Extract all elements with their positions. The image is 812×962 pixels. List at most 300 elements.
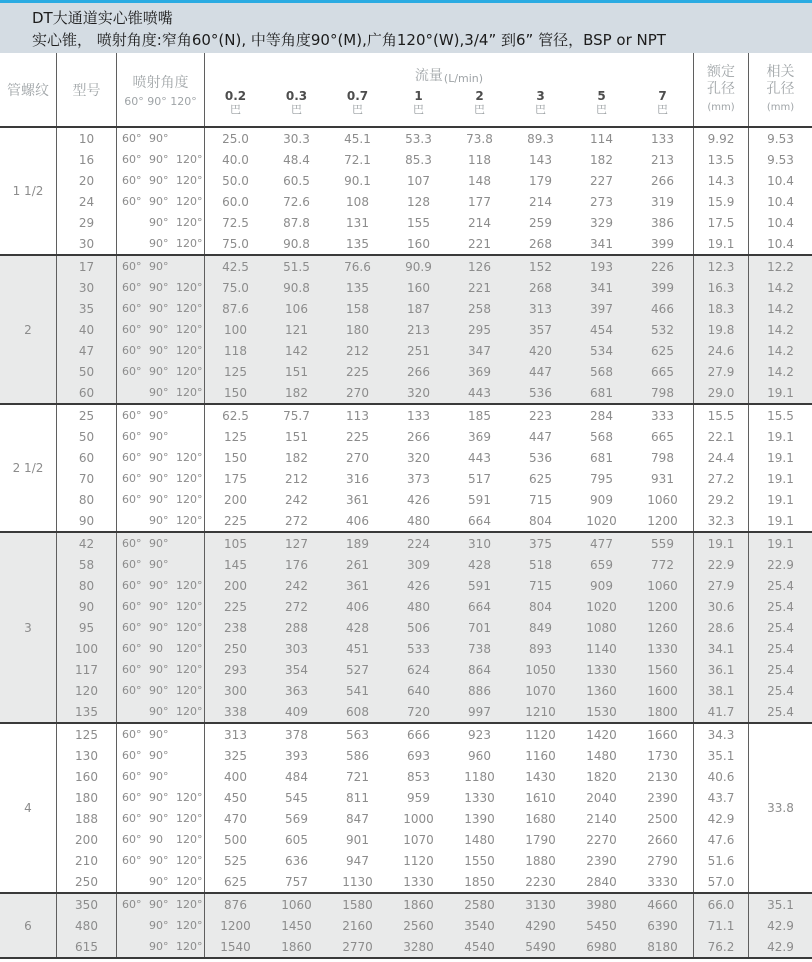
table-row [57, 554, 812, 575]
flow-cell: 3330 [647, 874, 678, 889]
flow-cell: 6390 [647, 918, 678, 933]
table-row [57, 382, 812, 403]
related-orifice-cell: 10.4 [767, 194, 794, 209]
flow-cell: 313 [529, 301, 552, 316]
rated-orifice-cell: 16.3 [693, 277, 749, 298]
angle-value: 60° [122, 898, 142, 911]
flow-cell: 1600 [647, 683, 678, 698]
flow-cell: 90.8 [283, 236, 310, 251]
flow-cell: 569 [285, 811, 308, 826]
flow-cell: 309 [407, 557, 430, 572]
flow-cell: 193 [590, 259, 613, 274]
flow-cell: 397 [590, 301, 613, 316]
flow-cell: 2040 [586, 790, 617, 805]
flow-cell: 2500 [647, 811, 678, 826]
flow-cell: 72.6 [283, 194, 310, 209]
flow-cell: 664 [468, 513, 491, 528]
angle-value: 90° [149, 386, 169, 399]
flow-cell: 5490 [525, 939, 556, 954]
flow-cell: 90.8 [283, 280, 310, 295]
rated-orifice-cell: 15.9 [693, 191, 749, 212]
page-subtitle: 实心锥， 喷射角度:窄角60°(N), 中等角度90°(M),广角120°(W),3/4” 到6” 管径，BSP or NPT [32, 31, 666, 49]
rated-orifice-cell: 24.6 [693, 340, 749, 361]
flow-cell: 2390 [647, 790, 678, 805]
angles-cell [117, 256, 205, 277]
flow-cell: 212 [285, 471, 308, 486]
related-orifice-cell: 19.1 [767, 450, 794, 465]
table-row [57, 277, 812, 298]
flow-cell: 8180 [647, 939, 678, 954]
flow-cell: 447 [529, 429, 552, 444]
flow-cell: 534 [590, 343, 613, 358]
angle-value: 90° [149, 684, 169, 697]
related-orifice-cell: 19.1 [767, 536, 794, 551]
flow-cell: 563 [346, 727, 369, 742]
flow-cell: 50.0 [222, 173, 249, 188]
flow-cell: 1530 [586, 704, 617, 719]
model-cell: 20 [57, 170, 117, 191]
flow-cell: 128 [407, 194, 430, 209]
title-band [0, 3, 812, 53]
flow-cell: 319 [651, 194, 674, 209]
flow-cell: 303 [285, 641, 308, 656]
flow-cell: 85.3 [405, 152, 432, 167]
angle-value: 60° [122, 409, 142, 422]
flow-cell: 450 [224, 790, 247, 805]
model-cell: 130 [57, 745, 117, 766]
flow-cell: 75.0 [222, 280, 249, 295]
flow-cell: 2390 [586, 853, 617, 868]
flow-cell: 225 [346, 429, 369, 444]
header-flow-label: 流量 [414, 68, 443, 84]
angles-cell [117, 340, 205, 361]
angles-cell [117, 468, 205, 489]
flow-cell: 42.5 [222, 259, 249, 274]
flow-cell: 118 [468, 152, 491, 167]
model-cell: 35 [57, 298, 117, 319]
angle-value: 90° [149, 195, 169, 208]
angle-value: 60° [122, 833, 142, 846]
flow-cell: 133 [407, 408, 430, 423]
group-rows [57, 405, 812, 531]
flow-cell: 223 [529, 408, 552, 423]
angles-cell [117, 894, 205, 915]
flow-cell: 354 [285, 662, 308, 677]
flow-cell: 105 [224, 536, 247, 551]
flow-cell: 213 [407, 322, 430, 337]
header-pressure-0.7bar: 0.7 巴 [346, 89, 369, 116]
table-row [57, 829, 812, 850]
flow-cell: 849 [529, 620, 552, 635]
flow-cell: 1390 [464, 811, 495, 826]
flow-cell: 518 [529, 557, 552, 572]
angle-value: 90° [149, 237, 169, 250]
angle-value: 90° [149, 409, 169, 422]
angle-value: 60° [122, 323, 142, 336]
flow-cell: 1130 [342, 874, 373, 889]
rated-orifice-cell: 19.1 [693, 533, 749, 554]
model-cell: 250 [57, 871, 117, 892]
header-spray-angle-label: 喷射角度 [132, 74, 189, 91]
flow-cell: 625 [224, 874, 247, 889]
flow-cell: 931 [651, 471, 674, 486]
flow-cell: 121 [285, 322, 308, 337]
rated-orifice-cell: 15.5 [693, 405, 749, 426]
flow-cell: 798 [651, 385, 674, 400]
table-body [0, 128, 812, 959]
model-cell: 117 [57, 659, 117, 680]
table-row [57, 170, 812, 191]
flow-cell: 320 [407, 385, 430, 400]
model-cell: 180 [57, 787, 117, 808]
angle-value: 120° [176, 174, 203, 187]
table-row [57, 319, 812, 340]
model-cell: 50 [57, 361, 117, 382]
angle-value: 90° [149, 344, 169, 357]
flow-cell: 100 [224, 322, 247, 337]
flow-cell: 60.5 [283, 173, 310, 188]
angle-value: 90° [149, 132, 169, 145]
flow-cell: 357 [529, 322, 552, 337]
rated-orifice-cell: 76.2 [693, 936, 749, 957]
flow-cell: 909 [590, 492, 613, 507]
flow-cell: 143 [529, 152, 552, 167]
flow-cell: 559 [651, 536, 674, 551]
angles-cell [117, 405, 205, 426]
table-row [57, 915, 812, 936]
flow-cell: 90.1 [344, 173, 371, 188]
angle-value: 90° [149, 493, 169, 506]
angles-cell [117, 936, 205, 957]
model-cell: 100 [57, 638, 117, 659]
angle-value: 120° [176, 216, 203, 229]
flow-cell: 798 [651, 450, 674, 465]
angle-value: 60° [122, 174, 142, 187]
flow-cell: 325 [224, 748, 247, 763]
thread-group-3 [0, 533, 812, 724]
model-cell: 120 [57, 680, 117, 701]
angle-value: 60° [122, 537, 142, 550]
flow-cell: 715 [529, 492, 552, 507]
flow-cell: 155 [407, 215, 430, 230]
table-row [57, 298, 812, 319]
flow-cell: 295 [468, 322, 491, 337]
flow-cell: 811 [346, 790, 369, 805]
flow-cell: 225 [224, 599, 247, 614]
angle-value: 60° [122, 854, 142, 867]
rated-orifice-cell: 42.9 [693, 808, 749, 829]
angle-value: 120° [176, 621, 203, 634]
model-cell: 17 [57, 256, 117, 277]
rated-orifice-cell: 19.8 [693, 319, 749, 340]
flow-cell: 664 [468, 599, 491, 614]
flow-cell: 1160 [525, 748, 556, 763]
model-cell: 58 [57, 554, 117, 575]
rated-orifice-cell: 14.3 [693, 170, 749, 191]
angle-value: 90° [149, 430, 169, 443]
related-orifice-cell: 22.9 [767, 557, 794, 572]
flow-cell: 268 [529, 236, 552, 251]
flow-cell: 151 [285, 364, 308, 379]
flow-cell: 1020 [586, 513, 617, 528]
flow-cell: 1540 [220, 939, 251, 954]
rated-orifice-cell: 57.0 [693, 871, 749, 892]
flow-cell: 225 [224, 513, 247, 528]
flow-cell: 177 [468, 194, 491, 209]
related-orifice-merged-cell: 33.8 [767, 801, 794, 815]
angle-value: 120° [176, 940, 203, 953]
angle-value: 60° [122, 812, 142, 825]
model-cell: 350 [57, 894, 117, 915]
angle-value: 120° [176, 365, 203, 378]
angle-value: 90° [149, 705, 169, 718]
model-cell: 90 [57, 596, 117, 617]
angles-cell [117, 170, 205, 191]
angles-cell [117, 510, 205, 531]
angles-cell [117, 554, 205, 575]
pipe-thread-cell: 1 1/2 [0, 128, 57, 254]
flow-cell: 568 [590, 364, 613, 379]
flow-cell: 333 [651, 408, 674, 423]
flow-cell: 500 [224, 832, 247, 847]
flow-cell: 1330 [586, 662, 617, 677]
header-pressure-3bar: 3 巴 [535, 89, 546, 116]
model-cell: 25 [57, 405, 117, 426]
rated-orifice-cell: 35.1 [693, 745, 749, 766]
flow-cell: 160 [407, 280, 430, 295]
angles-cell [117, 128, 205, 149]
angle-value: 60° [122, 684, 142, 697]
flow-cell: 480 [407, 599, 430, 614]
flow-cell: 1880 [525, 853, 556, 868]
flow-cell: 5450 [586, 918, 617, 933]
angle-value: 60° [122, 621, 142, 634]
flow-cell: 3980 [586, 897, 617, 912]
flow-cell: 152 [529, 259, 552, 274]
flow-cell: 341 [590, 280, 613, 295]
angle-value: 120° [176, 791, 203, 804]
header-pressure-5bar: 5 巴 [596, 89, 607, 116]
rated-orifice-cell: 30.6 [693, 596, 749, 617]
flow-cell: 1420 [586, 727, 617, 742]
flow-cell: 176 [285, 557, 308, 572]
table-row [57, 128, 812, 149]
flow-cell: 2560 [403, 918, 434, 933]
angle-value: 90° [149, 770, 169, 783]
related-orifice-cell: 19.1 [767, 492, 794, 507]
flow-cell: 347 [468, 343, 491, 358]
flow-cell: 605 [285, 832, 308, 847]
flow-cell: 428 [468, 557, 491, 572]
flow-cell: 3540 [464, 918, 495, 933]
flow-cell: 1860 [403, 897, 434, 912]
header-pressure-0.3bar: 0.3 巴 [285, 89, 308, 116]
flow-cell: 715 [529, 578, 552, 593]
model-cell: 30 [57, 233, 117, 254]
flow-cell: 107 [407, 173, 430, 188]
related-orifice-cell: 35.1 [767, 897, 794, 912]
group-rows [57, 724, 812, 892]
angles-cell [117, 233, 205, 254]
model-cell: 615 [57, 936, 117, 957]
flow-cell: 300 [224, 683, 247, 698]
angle-value: 60° [122, 132, 142, 145]
group-rows [57, 128, 812, 254]
flow-cell: 25.0 [222, 131, 249, 146]
table-row [57, 447, 812, 468]
table-row [57, 617, 812, 638]
flow-cell: 30.3 [283, 131, 310, 146]
flow-cell: 1330 [403, 874, 434, 889]
flow-cell: 864 [468, 662, 491, 677]
flow-cell: 226 [651, 259, 674, 274]
flow-cell: 420 [529, 343, 552, 358]
flow-cell: 118 [224, 343, 247, 358]
flow-cell: 795 [590, 471, 613, 486]
thread-group-2-1/2 [0, 405, 812, 533]
model-cell: 160 [57, 766, 117, 787]
flow-cell: 1260 [647, 620, 678, 635]
angle-value: 120° [176, 898, 203, 911]
flow-cell: 151 [285, 429, 308, 444]
header-model: 型号 [57, 53, 117, 126]
flow-cell: 361 [346, 578, 369, 593]
flow-cell: 106 [285, 301, 308, 316]
rated-orifice-cell: 41.7 [693, 701, 749, 722]
flow-cell: 959 [407, 790, 430, 805]
flow-cell: 114 [590, 131, 613, 146]
angle-value: 120° [176, 237, 203, 250]
related-orifice-cell: 25.4 [767, 599, 794, 614]
flow-cell: 261 [346, 557, 369, 572]
rated-orifice-cell: 29.0 [693, 382, 749, 403]
angle-value: 90° [149, 260, 169, 273]
rated-orifice-cell: 13.5 [693, 149, 749, 170]
flow-cell: 426 [407, 578, 430, 593]
pipe-thread-cell: 3 [0, 533, 57, 722]
related-orifice-cell: 19.1 [767, 513, 794, 528]
angle-value: 90° [149, 451, 169, 464]
angle-value: 90° [149, 919, 169, 932]
flow-cell: 378 [285, 727, 308, 742]
flow-cell: 893 [529, 641, 552, 656]
flow-cell: 1550 [464, 853, 495, 868]
flow-cell: 126 [468, 259, 491, 274]
related-orifice-cell: 25.4 [767, 641, 794, 656]
rated-orifice-cell: 34.1 [693, 638, 749, 659]
model-cell: 10 [57, 128, 117, 149]
rated-orifice-cell: 22.1 [693, 426, 749, 447]
related-orifice-cell: 14.2 [767, 343, 794, 358]
flow-cell: 150 [224, 385, 247, 400]
flow-cell: 127 [285, 536, 308, 551]
model-cell: 210 [57, 850, 117, 871]
pipe-thread-cell: 2 1/2 [0, 405, 57, 531]
flow-cell: 2790 [647, 853, 678, 868]
related-orifice-cell: 25.4 [767, 662, 794, 677]
rated-orifice-cell: 43.7 [693, 787, 749, 808]
header-pressure-2bar: 2 巴 [474, 89, 485, 116]
flow-cell: 272 [285, 513, 308, 528]
header-pressure-7bar: 7 巴 [657, 89, 668, 116]
flow-cell: 133 [651, 131, 674, 146]
flow-cell: 1360 [586, 683, 617, 698]
angle-value: 60° [122, 451, 142, 464]
angles-cell [117, 382, 205, 403]
flow-cell: 909 [590, 578, 613, 593]
rated-orifice-cell: 66.0 [693, 894, 749, 915]
flow-cell: 541 [346, 683, 369, 698]
model-cell: 42 [57, 533, 117, 554]
header-rated-orifice: 额定 孔径 (mm) [693, 53, 749, 126]
flow-cell: 179 [529, 173, 552, 188]
angles-cell [117, 724, 205, 745]
rated-orifice-cell: 17.5 [693, 212, 749, 233]
flow-cell: 720 [407, 704, 430, 719]
model-cell: 95 [57, 617, 117, 638]
related-orifice-cell: 10.4 [767, 215, 794, 230]
flow-cell: 2130 [647, 769, 678, 784]
flow-cell: 4540 [464, 939, 495, 954]
related-orifice-cell: 25.4 [767, 620, 794, 635]
angle-value: 120° [176, 919, 203, 932]
flow-cell: 182 [285, 450, 308, 465]
flow-cell: 375 [529, 536, 552, 551]
flow-cell: 1860 [281, 939, 312, 954]
angles-cell [117, 680, 205, 701]
flow-cell: 160 [407, 236, 430, 251]
flow-cell: 270 [346, 450, 369, 465]
flow-cell: 40.0 [222, 152, 249, 167]
table-row [57, 894, 812, 915]
flow-cell: 3130 [525, 897, 556, 912]
angle-value: 90° [149, 749, 169, 762]
angle-value: 90° [149, 537, 169, 550]
flow-cell: 113 [346, 408, 369, 423]
flow-cell: 60.0 [222, 194, 249, 209]
header-related-orifice: 相关 孔径 (mm) [766, 63, 795, 113]
flow-cell: 447 [529, 364, 552, 379]
flow-cell: 1580 [342, 897, 373, 912]
related-orifice-cell: 25.4 [767, 683, 794, 698]
angle-value: 120° [176, 812, 203, 825]
table-row [57, 426, 812, 447]
related-orifice-cell: 14.2 [767, 322, 794, 337]
angles-cell [117, 701, 205, 722]
flow-cell: 266 [651, 173, 674, 188]
flow-cell: 428 [346, 620, 369, 635]
angle-value: 90° [149, 302, 169, 315]
angle-value: 90° [149, 365, 169, 378]
flow-cell: 443 [468, 385, 491, 400]
rated-orifice-cell: 22.9 [693, 554, 749, 575]
flow-cell: 506 [407, 620, 430, 635]
angle-value: 60° [122, 579, 142, 592]
flow-cell: 1080 [586, 620, 617, 635]
flow-cell: 886 [468, 683, 491, 698]
flow-cell: 185 [468, 408, 491, 423]
table-row [57, 191, 812, 212]
table-row [57, 850, 812, 871]
flow-cell: 406 [346, 513, 369, 528]
model-cell: 480 [57, 915, 117, 936]
angle-value: 120° [176, 323, 203, 336]
flow-cell: 341 [590, 236, 613, 251]
table-row [57, 233, 812, 254]
flow-cell: 87.8 [283, 215, 310, 230]
flow-cell: 477 [590, 536, 613, 551]
model-cell: 47 [57, 340, 117, 361]
